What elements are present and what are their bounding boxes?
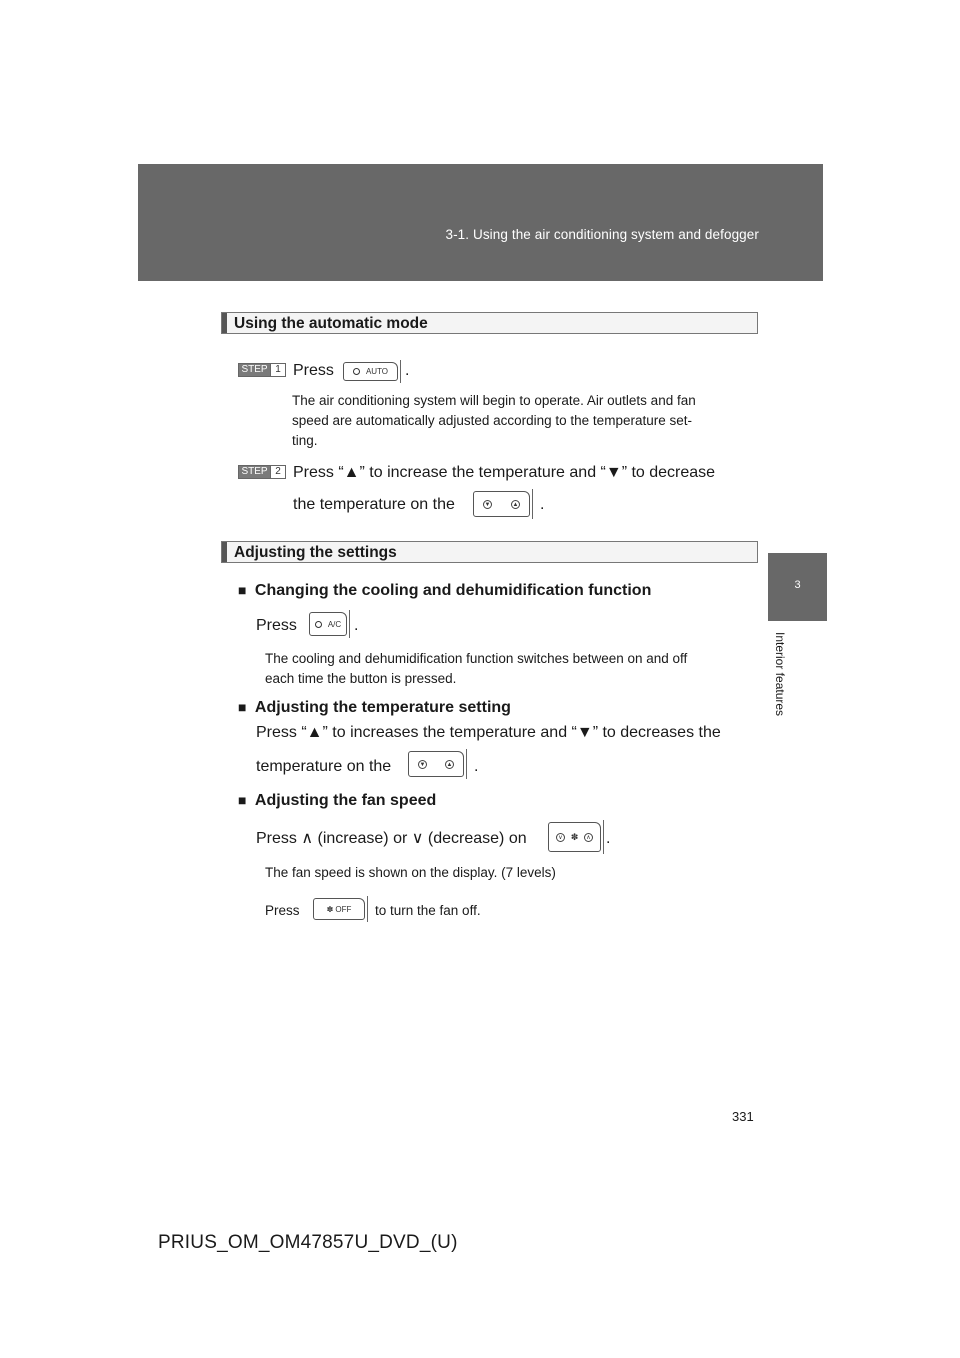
temperature-down-icon: ▼	[484, 501, 491, 508]
temperature-switch-icon	[408, 751, 464, 777]
fan-increase-icon: ∧	[584, 833, 593, 842]
step-1-note-line: ting.	[292, 433, 318, 448]
page-number: 331	[732, 1109, 754, 1124]
step-number: 2	[270, 466, 285, 478]
step-2-period: .	[540, 496, 545, 513]
fan-off-text: to turn the fan off.	[375, 903, 481, 918]
subheading-fan-speed	[238, 791, 436, 810]
section-title: Adjusting the settings	[234, 544, 397, 561]
cooling-note-line: each time the button is pressed.	[265, 671, 457, 686]
cooling-note-line: The cooling and dehumidification function switches between on and off	[265, 651, 688, 666]
step-2-line-1: Press “▲” to increase the temperature and “▼” to decrease	[293, 464, 716, 481]
indicator-dot-icon	[353, 368, 360, 375]
section-heading-automatic-mode	[221, 312, 758, 334]
step-2-line-2: the temperature on the	[293, 496, 455, 513]
subheading-cooling-text: Changing the cooling and dehumidification function	[254, 582, 652, 599]
square-bullet-icon: ■	[238, 792, 247, 808]
step-1-text	[293, 361, 334, 380]
step-1-press: Press	[293, 362, 334, 379]
step-1-note-line: The air conditioning system will begin to operate. Air outlets and fan	[292, 393, 696, 408]
fan-decrease-icon: ∨	[556, 833, 565, 842]
document-code: PRIUS_OM_OM47857U_DVD_(U)	[158, 1232, 458, 1253]
step-2-badge	[238, 465, 286, 479]
temperature-line-1: Press “▲” to increases the temperature and “▼” to decreases the	[256, 724, 721, 741]
auto-button-icon	[343, 362, 398, 381]
ac-button-icon	[309, 612, 347, 636]
chapter-number: 3	[794, 579, 801, 591]
section-title: Using the automatic mode	[234, 315, 428, 332]
header-band	[138, 164, 823, 281]
subheading-cooling	[238, 581, 651, 600]
temperature-period: .	[474, 758, 479, 775]
square-bullet-icon: ■	[238, 699, 247, 715]
step-1-note-line: speed are automatically adjusted according to the temperature set-	[292, 413, 692, 428]
subheading-temperature-text: Adjusting the temperature setting	[254, 699, 511, 716]
subheading-fan-speed-text: Adjusting the fan speed	[254, 792, 437, 809]
fan-icon: ✽	[570, 831, 579, 842]
chapter-side-label	[770, 632, 790, 772]
temperature-up-icon: ▲	[512, 501, 519, 508]
step-number: 1	[270, 364, 285, 376]
step-1-note	[292, 391, 757, 451]
cooling-press: Press	[256, 617, 297, 634]
section-heading-adjusting-settings	[221, 541, 758, 563]
auto-button-label: AUTO	[365, 367, 389, 376]
temperature-down-icon: ▼	[419, 761, 426, 768]
step-1-period: .	[405, 362, 410, 379]
subheading-temperature	[238, 698, 511, 717]
ac-button-label: A/C	[327, 619, 342, 629]
indicator-dot-icon	[315, 621, 322, 628]
step-1-badge	[238, 363, 286, 377]
cooling-period: .	[354, 617, 359, 634]
fan-off-label: OFF	[335, 904, 352, 914]
fan-speed-period: .	[606, 830, 611, 847]
chapter-tab	[768, 553, 827, 621]
fan-speed-note: The fan speed is shown on the display. (7 levels)	[265, 865, 556, 880]
temperature-switch-icon	[473, 491, 530, 517]
temperature-line-2: temperature on the	[256, 758, 392, 775]
cooling-note	[265, 649, 755, 689]
step-word: STEP	[239, 466, 270, 478]
fan-speed-line: Press ∧ (increase) or ∨ (decrease) on	[256, 830, 527, 847]
step-word: STEP	[239, 364, 270, 376]
fan-icon: ✽	[326, 904, 334, 914]
fan-off-press: Press	[265, 903, 300, 918]
temperature-up-icon: ▲	[446, 761, 453, 768]
fan-speed-switch-icon	[548, 822, 601, 852]
square-bullet-icon: ■	[238, 582, 247, 598]
chapter-label: Interior features	[773, 632, 787, 717]
header-title: 3-1. Using the air conditioning system and defogger	[445, 227, 759, 242]
fan-off-button-icon	[313, 898, 365, 920]
